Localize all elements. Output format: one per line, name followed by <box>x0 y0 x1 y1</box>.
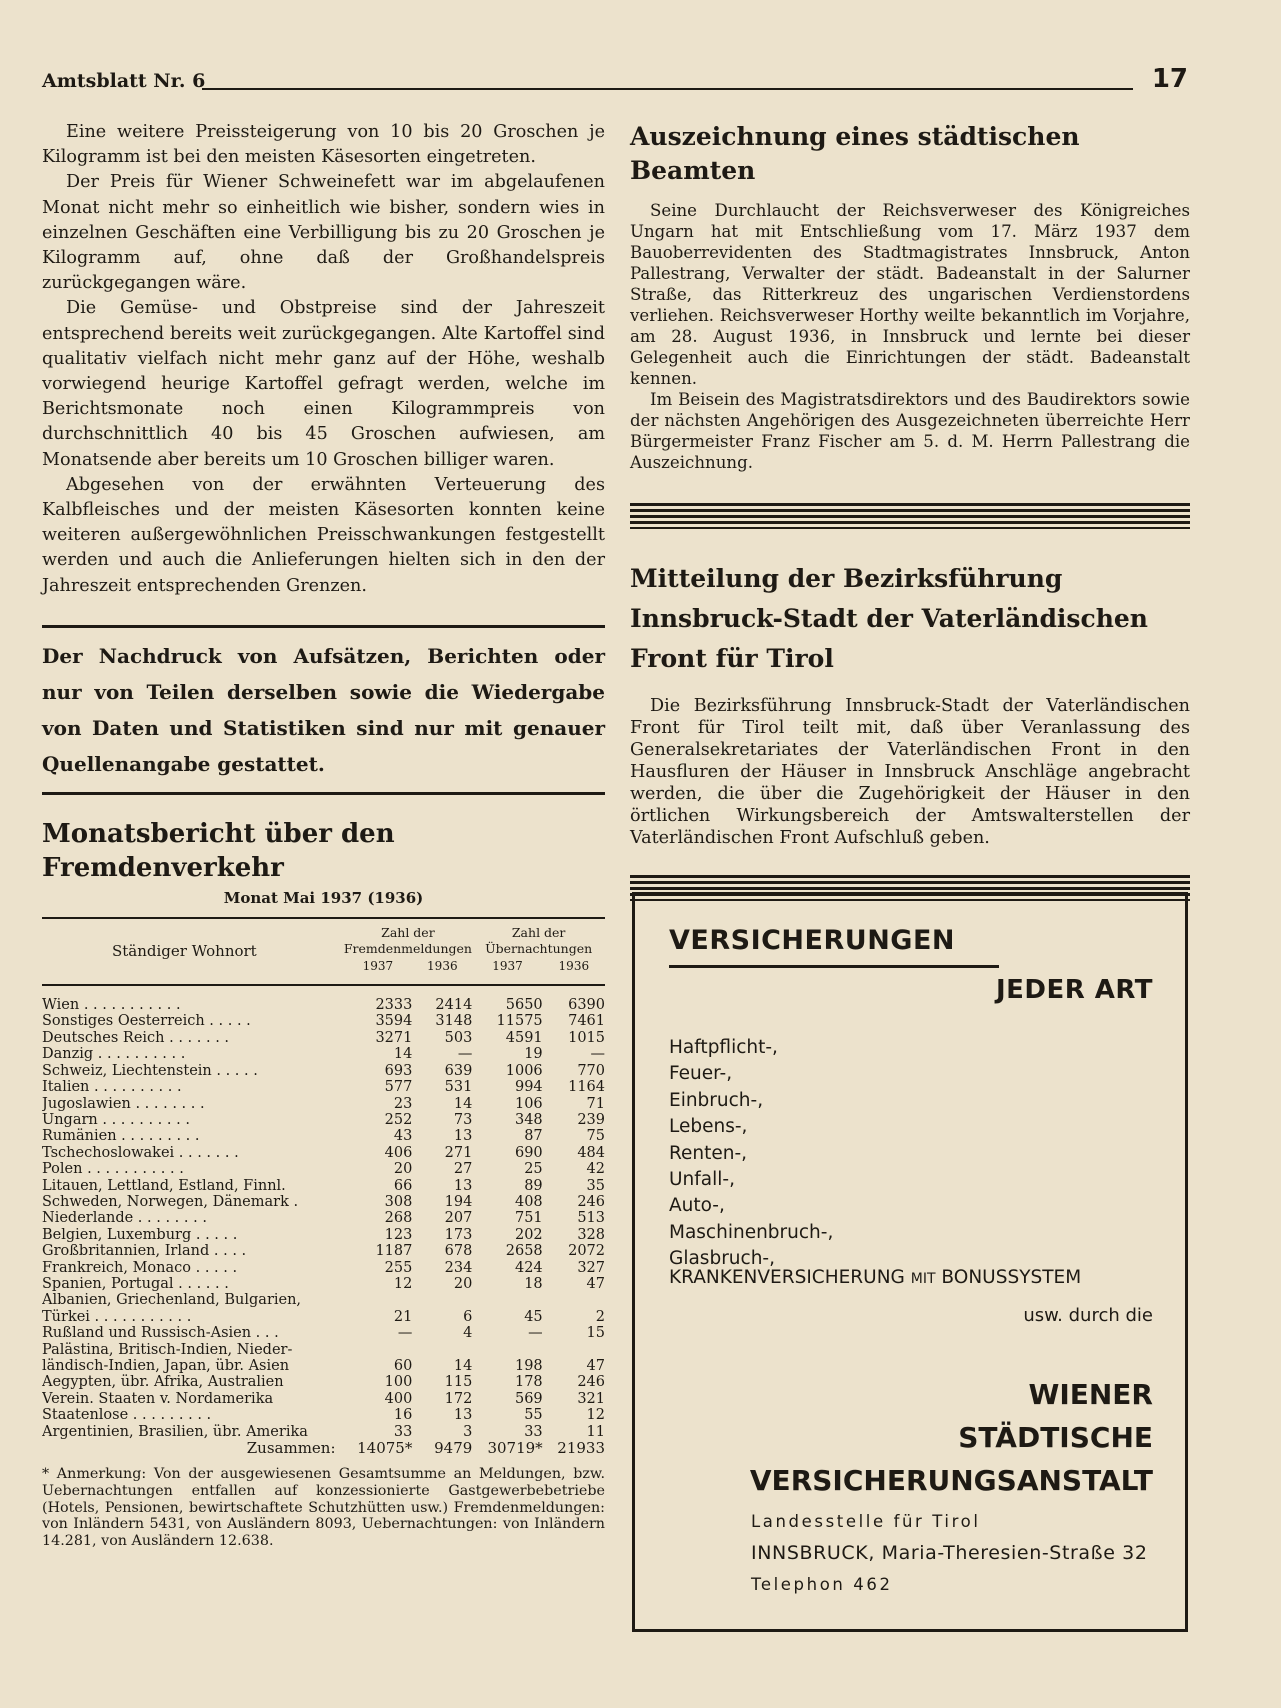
value-cell: 33 <box>393 1423 413 1440</box>
table-row <box>42 1013 605 1029</box>
page-header <box>42 64 1188 94</box>
ad-usw: usw. durch die <box>1023 1305 1153 1326</box>
value-cell: 3148 <box>435 1013 473 1030</box>
value-cell: 7461 <box>568 1013 605 1030</box>
origin-cell: Staatenlose . . . . . . . . . <box>42 1407 212 1424</box>
table-row <box>42 1030 605 1046</box>
value-cell: 172 <box>444 1390 473 1407</box>
value-cell: 27 <box>453 1161 473 1178</box>
origin-cell: Deutsches Reich . . . . . . . <box>42 1029 230 1046</box>
value-cell: — <box>457 1046 473 1063</box>
value-cell: 73 <box>453 1111 473 1128</box>
list-item: Maschinenbruch-, <box>669 1221 834 1243</box>
origin-cell: Türkei . . . . . . . . . . . <box>42 1308 192 1325</box>
table-row <box>42 1424 605 1440</box>
table-row <box>42 1079 605 1095</box>
value-cell: 75 <box>586 1128 605 1145</box>
origin-cell: Sonstiges Oesterreich . . . . . <box>42 1013 251 1030</box>
table-body <box>42 985 605 1440</box>
company-line: STÄDTISCHE <box>958 1421 1153 1454</box>
list-item: Feuer-, <box>669 1063 733 1085</box>
award-paragraph: Im Beisein des Magistratsdirektors und des Baudirektors sowie der nächsten Angehörigen des Ausgezeichneten überreichte Herr Bürgermeister Franz Fischer am 5. d. M. Herrn Pallestrang die Auszeichnung. <box>630 390 1190 472</box>
list-item: Lebens-, <box>669 1116 748 1138</box>
origin-cell: ländisch-Indien, Japan, übr. Asien <box>42 1358 290 1375</box>
value-cell: — <box>397 1325 413 1342</box>
value-cell: 513 <box>577 1210 605 1227</box>
value-cell <box>344 1342 413 1358</box>
value-cell: 406 <box>384 1144 413 1161</box>
divider-bars <box>630 503 1190 529</box>
table-row <box>42 1161 605 1177</box>
origin-cell: Polen . . . . . . . . . . . <box>42 1161 184 1178</box>
table-row <box>42 1407 605 1423</box>
divider <box>42 792 605 795</box>
table-row <box>42 1325 605 1341</box>
list-item: Haftpflicht-, <box>669 1037 778 1058</box>
office-phone: Telephon 462 <box>751 1575 893 1594</box>
table-row <box>42 1210 605 1226</box>
value-cell: 239 <box>577 1111 605 1128</box>
table-footnote: * Anmerkung: Von der ausgewiesenen Gesamtsumme an Meldungen, bzw. Uebernachtungen entfallen auf konzessionierte Gastgewerbebetriebe (Hotels, Pensionen, bewirtschaftete Schutzhütten usw.) Fremdenmeldungen: von Inländern 5431, von Ausländern 8093, Uebernachtungen: von Inländern 14.281, von Ausländern 12.638. <box>42 1466 605 1549</box>
front-title: Mitteilung der Bezirksführung Innsbruck-Stadt der Vaterländischen Front für Tirol <box>630 564 1148 673</box>
value-cell: 47 <box>586 1358 605 1375</box>
value-cell: 424 <box>514 1259 543 1276</box>
sum-row <box>42 1440 605 1456</box>
table-row <box>42 1309 605 1325</box>
list-item: Einbruch-, <box>669 1089 764 1111</box>
office-name: Landesstelle für Tirol <box>751 1512 981 1531</box>
health-insurance-line <box>669 1267 1081 1288</box>
origin-cell: Italien . . . . . . . . . . <box>42 1079 182 1096</box>
ad-subtitle: JEDER ART <box>995 975 1153 1005</box>
value-cell: 18 <box>524 1275 543 1292</box>
value-cell: 25 <box>524 1161 543 1178</box>
origin-cell: Rußland und Russisch-Asien . . . <box>42 1325 279 1342</box>
table-row <box>42 1243 605 1259</box>
value-cell: 2072 <box>568 1243 605 1260</box>
list-item: Unfall-, <box>669 1169 735 1191</box>
value-cell: 503 <box>444 1029 473 1046</box>
value-cell: 100 <box>384 1374 413 1391</box>
report-title: Monatsbericht über den Fremdenverkehr <box>42 818 395 883</box>
value-cell: 14 <box>453 1358 473 1375</box>
table-row <box>42 997 605 1013</box>
list-item: Auto-, <box>669 1195 725 1217</box>
publication-title: Amtsblatt Nr. 6 <box>42 70 206 92</box>
origin-cell: Spanien, Portugal . . . . . . <box>42 1275 229 1292</box>
origin-cell: Niederlande . . . . . . . . <box>42 1210 207 1227</box>
paragraph: Die Gemüse- und Obstpreise sind der Jahreszeit entsprechend bereits weit zurückgegangen. Alte Kartoffel sind qualitativ vielfach nicht mehr ganz auf der Höhe, weshalb vorwiegend heurige Kartoffel gefragt werden, welche im Berichtsmonate noch einen Kilogrammpreis von durchschnittlich 40 bis 45 Groschen aufwiesen, am Monatsende aber bereits um 10 Groschen billiger waren. <box>42 298 605 470</box>
value-cell: 202 <box>514 1226 543 1243</box>
company-line: WIENER <box>1028 1378 1153 1411</box>
origin-cell: Aegypten, übr. Afrika, Australien <box>42 1374 284 1391</box>
year-header: 1937 <box>362 958 394 973</box>
origin-cell: Danzig . . . . . . . . . . <box>42 1046 186 1063</box>
value-cell: 194 <box>444 1193 473 1210</box>
value-cell: 42 <box>586 1161 605 1178</box>
column-header-arrivals: Zahl der Fremdenmeldungen <box>343 924 472 957</box>
paragraph: Abgesehen von der erwähnten Verteuerung des Kalbfleisches und der meisten Käsesorten konnten keine weiteren außergewöhnlichen Preisschwankungen festgestellt werden und auch die Anlieferungen hielten sich in den der Jahreszeit entsprechenden Grenzen. <box>42 474 605 596</box>
value-cell: 173 <box>444 1226 473 1243</box>
sum-label: Zusammen: <box>246 1439 336 1458</box>
origin-cell: Argentinien, Brasilien, übr. Amerika <box>42 1423 308 1440</box>
value-cell: 123 <box>384 1226 413 1243</box>
company-line: VERSICHERUNGSANSTALT <box>749 1464 1153 1497</box>
award-title: Auszeichnung eines städtischen Beamten <box>630 122 1080 185</box>
table-row <box>42 1128 605 1144</box>
value-cell: 751 <box>514 1210 543 1227</box>
table-row <box>42 1145 605 1161</box>
value-cell: 328 <box>577 1226 605 1243</box>
value-cell <box>543 1292 605 1308</box>
value-cell: 207 <box>444 1210 473 1227</box>
value-cell: 19 <box>524 1046 543 1063</box>
ad-insurance-list <box>669 1035 833 1273</box>
value-cell: 268 <box>384 1210 413 1227</box>
value-cell: 255 <box>384 1259 413 1276</box>
value-cell: 55 <box>524 1407 543 1424</box>
value-cell: 15 <box>586 1325 605 1342</box>
sum-cell: 21933 <box>557 1439 605 1458</box>
table-row <box>42 1046 605 1062</box>
company-name <box>750 1373 1153 1502</box>
origin-cell: Ungarn . . . . . . . . . . <box>42 1111 190 1128</box>
value-cell: 4591 <box>505 1029 543 1046</box>
value-cell: 13 <box>453 1177 473 1194</box>
value-cell: 569 <box>514 1390 543 1407</box>
value-cell: 43 <box>393 1128 413 1145</box>
value-cell: 3 <box>463 1423 473 1440</box>
front-paragraph: Die Bezirksführung Innsbruck-Stadt der Vaterländischen Front für Tirol teilt mit, daß über Veranlassung des Generalsekretariates der Vaterländischen Front in den Hausfluren der Häuser in Innsbruck Anschläge angebracht werden, die über die Zugehörigkeit der Häuser in den örtlichen Wirkungsbereich der Amtswalterstellen der Vaterländischen Front Aufschluß geben. <box>630 696 1190 848</box>
value-cell: 2 <box>595 1308 605 1325</box>
table-row <box>42 1178 605 1194</box>
list-item: Glasbruch-, <box>669 1248 775 1270</box>
origin-cell: Großbritannien, Irland . . . . <box>42 1243 247 1260</box>
value-cell: 87 <box>524 1128 543 1145</box>
origin-cell: Schweden, Norwegen, Dänemark . <box>42 1193 299 1210</box>
value-cell: 252 <box>384 1111 413 1128</box>
value-cell: 20 <box>393 1161 413 1178</box>
tourism-table <box>42 917 605 1457</box>
value-cell: 246 <box>577 1374 605 1391</box>
value-cell: 2658 <box>505 1243 543 1260</box>
value-cell: 327 <box>577 1259 605 1276</box>
value-cell: 198 <box>514 1358 543 1375</box>
report-subtitle: Monat Mai 1937 (1936) <box>223 888 424 907</box>
value-cell: 994 <box>514 1079 543 1096</box>
value-cell: 45 <box>524 1308 543 1325</box>
value-cell: 577 <box>384 1079 413 1096</box>
table-row <box>42 1276 605 1292</box>
value-cell: 20 <box>453 1275 473 1292</box>
year-header: 1937 <box>492 958 523 973</box>
origin-cell: Tschechoslowakei . . . . . . . <box>42 1144 239 1161</box>
value-cell: 1015 <box>568 1029 605 1046</box>
divider <box>42 625 605 628</box>
value-cell: 16 <box>393 1407 413 1424</box>
value-cell: 484 <box>577 1144 605 1161</box>
value-cell: 89 <box>524 1177 543 1194</box>
value-cell: 12 <box>393 1275 413 1292</box>
value-cell: — <box>590 1046 605 1063</box>
value-cell: 234 <box>444 1259 473 1276</box>
kv-text: MIT <box>910 1271 936 1287</box>
value-cell: 13 <box>453 1128 473 1145</box>
value-cell: 6390 <box>568 997 605 1014</box>
origin-cell: Verein. Staaten v. Nordamerika <box>42 1390 274 1407</box>
value-cell: 308 <box>384 1193 413 1210</box>
value-cell: 3271 <box>375 1029 413 1046</box>
origin-cell: Albanien, Griechenland, Bulgarien, <box>42 1292 302 1309</box>
right-column <box>630 120 1190 901</box>
value-cell: 2414 <box>435 997 473 1014</box>
value-cell: 1187 <box>375 1243 413 1260</box>
table-row <box>42 1342 605 1358</box>
value-cell: 47 <box>586 1275 605 1292</box>
origin-cell: Frankreich, Monaco . . . . . <box>42 1259 238 1276</box>
value-cell: 21 <box>393 1308 413 1325</box>
value-cell: 531 <box>444 1079 473 1096</box>
value-cell: 321 <box>577 1390 605 1407</box>
left-column <box>42 120 605 1549</box>
table-row <box>42 1292 605 1308</box>
sum-cell: 14075* <box>357 1439 413 1458</box>
value-cell: 66 <box>393 1177 413 1194</box>
origin-cell: Litauen, Lettland, Estland, Finnl. <box>42 1177 286 1194</box>
kv-text: KRANKENVERSICHERUNG <box>669 1267 911 1288</box>
table-row <box>42 1096 605 1112</box>
value-cell: 271 <box>444 1144 473 1161</box>
value-cell: 690 <box>514 1144 543 1161</box>
value-cell: 5650 <box>505 997 543 1014</box>
value-cell: 6 <box>463 1308 473 1325</box>
kv-text: BONUSSYSTEM <box>935 1267 1082 1288</box>
list-item: Renten-, <box>669 1142 748 1164</box>
value-cell: 12 <box>586 1407 605 1424</box>
value-cell: — <box>528 1325 543 1342</box>
value-cell: 11 <box>586 1423 605 1440</box>
value-cell: 14 <box>393 1046 413 1063</box>
table-row <box>42 1260 605 1276</box>
origin-cell: Rumänien . . . . . . . . . <box>42 1128 200 1145</box>
value-cell <box>412 1342 472 1358</box>
origin-cell: Belgien, Luxemburg . . . . . <box>42 1226 238 1243</box>
value-cell: 1164 <box>568 1079 605 1096</box>
table-row <box>42 1194 605 1210</box>
value-cell: 639 <box>444 1062 473 1079</box>
value-cell: 23 <box>393 1095 413 1112</box>
value-cell <box>412 1292 472 1308</box>
paragraph: Der Preis für Wiener Schweinefett war im abgelaufenen Monat nicht mehr so einheitlich wie bisher, sondern wies in einzelnen Geschäften eine Verbilligung bis zu 20 Groschen je Kilogramm auf, ohne daß der Großhandelspreis zurückgegangen wäre. <box>42 172 605 294</box>
ad-title: VERSICHERUNGEN <box>669 925 955 956</box>
value-cell: 408 <box>514 1193 543 1210</box>
value-cell <box>344 1292 413 1308</box>
header-rule <box>202 88 1133 90</box>
value-cell: 33 <box>524 1423 543 1440</box>
value-cell: 178 <box>514 1374 543 1391</box>
value-cell: 678 <box>444 1243 473 1260</box>
value-cell: 3594 <box>375 1013 413 1030</box>
value-cell: 4 <box>463 1325 473 1342</box>
value-cell <box>543 1342 605 1358</box>
table-row <box>42 1112 605 1128</box>
value-cell: 60 <box>393 1358 413 1375</box>
value-cell: 770 <box>577 1062 605 1079</box>
reprint-notice: Der Nachdruck von Aufsätzen, Berichten oder nur von Teilen derselben sowie die Wiedergabe von Daten und Statistiken sind nur mit genauer Quellenangabe gestattet. <box>42 643 605 776</box>
insurance-advertisement <box>632 892 1188 1632</box>
value-cell: 106 <box>514 1095 543 1112</box>
value-cell: 246 <box>577 1193 605 1210</box>
table-header-row <box>42 918 605 958</box>
value-cell: 13 <box>453 1407 473 1424</box>
value-cell: 71 <box>586 1095 605 1112</box>
value-cell: 14 <box>453 1095 473 1112</box>
value-cell: 35 <box>586 1177 605 1194</box>
page-number: 17 <box>1151 64 1188 94</box>
value-cell: 115 <box>444 1374 473 1391</box>
value-cell <box>472 1342 542 1358</box>
table-row <box>42 1063 605 1079</box>
column-header-origin: Ständiger Wohnort <box>112 942 257 961</box>
value-cell: 400 <box>384 1390 413 1407</box>
value-cell: 693 <box>384 1062 413 1079</box>
table-row <box>42 1391 605 1407</box>
year-header: 1936 <box>427 958 458 973</box>
sum-cell: 9479 <box>434 1439 473 1458</box>
value-cell: 1006 <box>505 1062 543 1079</box>
value-cell: 11575 <box>496 1013 543 1030</box>
value-cell <box>472 1292 542 1308</box>
value-cell: 348 <box>514 1111 543 1128</box>
paragraph: Eine weitere Preissteigerung von 10 bis 20 Groschen je Kilogramm ist bei den meisten Käsesorten eingetreten. <box>42 122 605 168</box>
award-paragraph: Seine Durchlaucht der Reichsverweser des Königreiches Ungarn hat mit Entschließung vom 17. März 1937 dem Bauoberrevidenten des Stadtmagistrates Innsbruck, Anton Pallestrang, Verwalter der städt. Badeanstalt in der Salurner Straße, das Ritterkreuz des ungarischen Verdienstordens verliehen. Reichsverweser Horthy weilte bekanntlich im Vorjahre, am 28. August 1936, in Innsbruck und lernte bei dieser Gelegenheit auch die Einrichtungen der städt. Badeanstalt kennen. <box>630 201 1190 388</box>
origin-cell: Wien . . . . . . . . . . . <box>42 997 181 1014</box>
origin-cell: Schweiz, Liechtenstein . . . . . <box>42 1062 258 1079</box>
year-header: 1936 <box>558 958 590 973</box>
origin-cell: Palästina, Britisch-Indien, Nieder- <box>42 1341 293 1358</box>
origin-cell: Jugoslawien . . . . . . . . <box>42 1095 205 1112</box>
table-row <box>42 1374 605 1390</box>
table-row <box>42 1358 605 1374</box>
table-row <box>42 1227 605 1243</box>
sum-cell: 30719* <box>487 1439 543 1458</box>
ad-title-rule <box>669 965 999 968</box>
value-cell: 2333 <box>375 997 413 1014</box>
office-address: INNSBRUCK, Maria-Theresien-Straße 32 <box>751 1542 1148 1564</box>
column-header-nights: Zahl der Übernachtungen <box>485 924 593 957</box>
